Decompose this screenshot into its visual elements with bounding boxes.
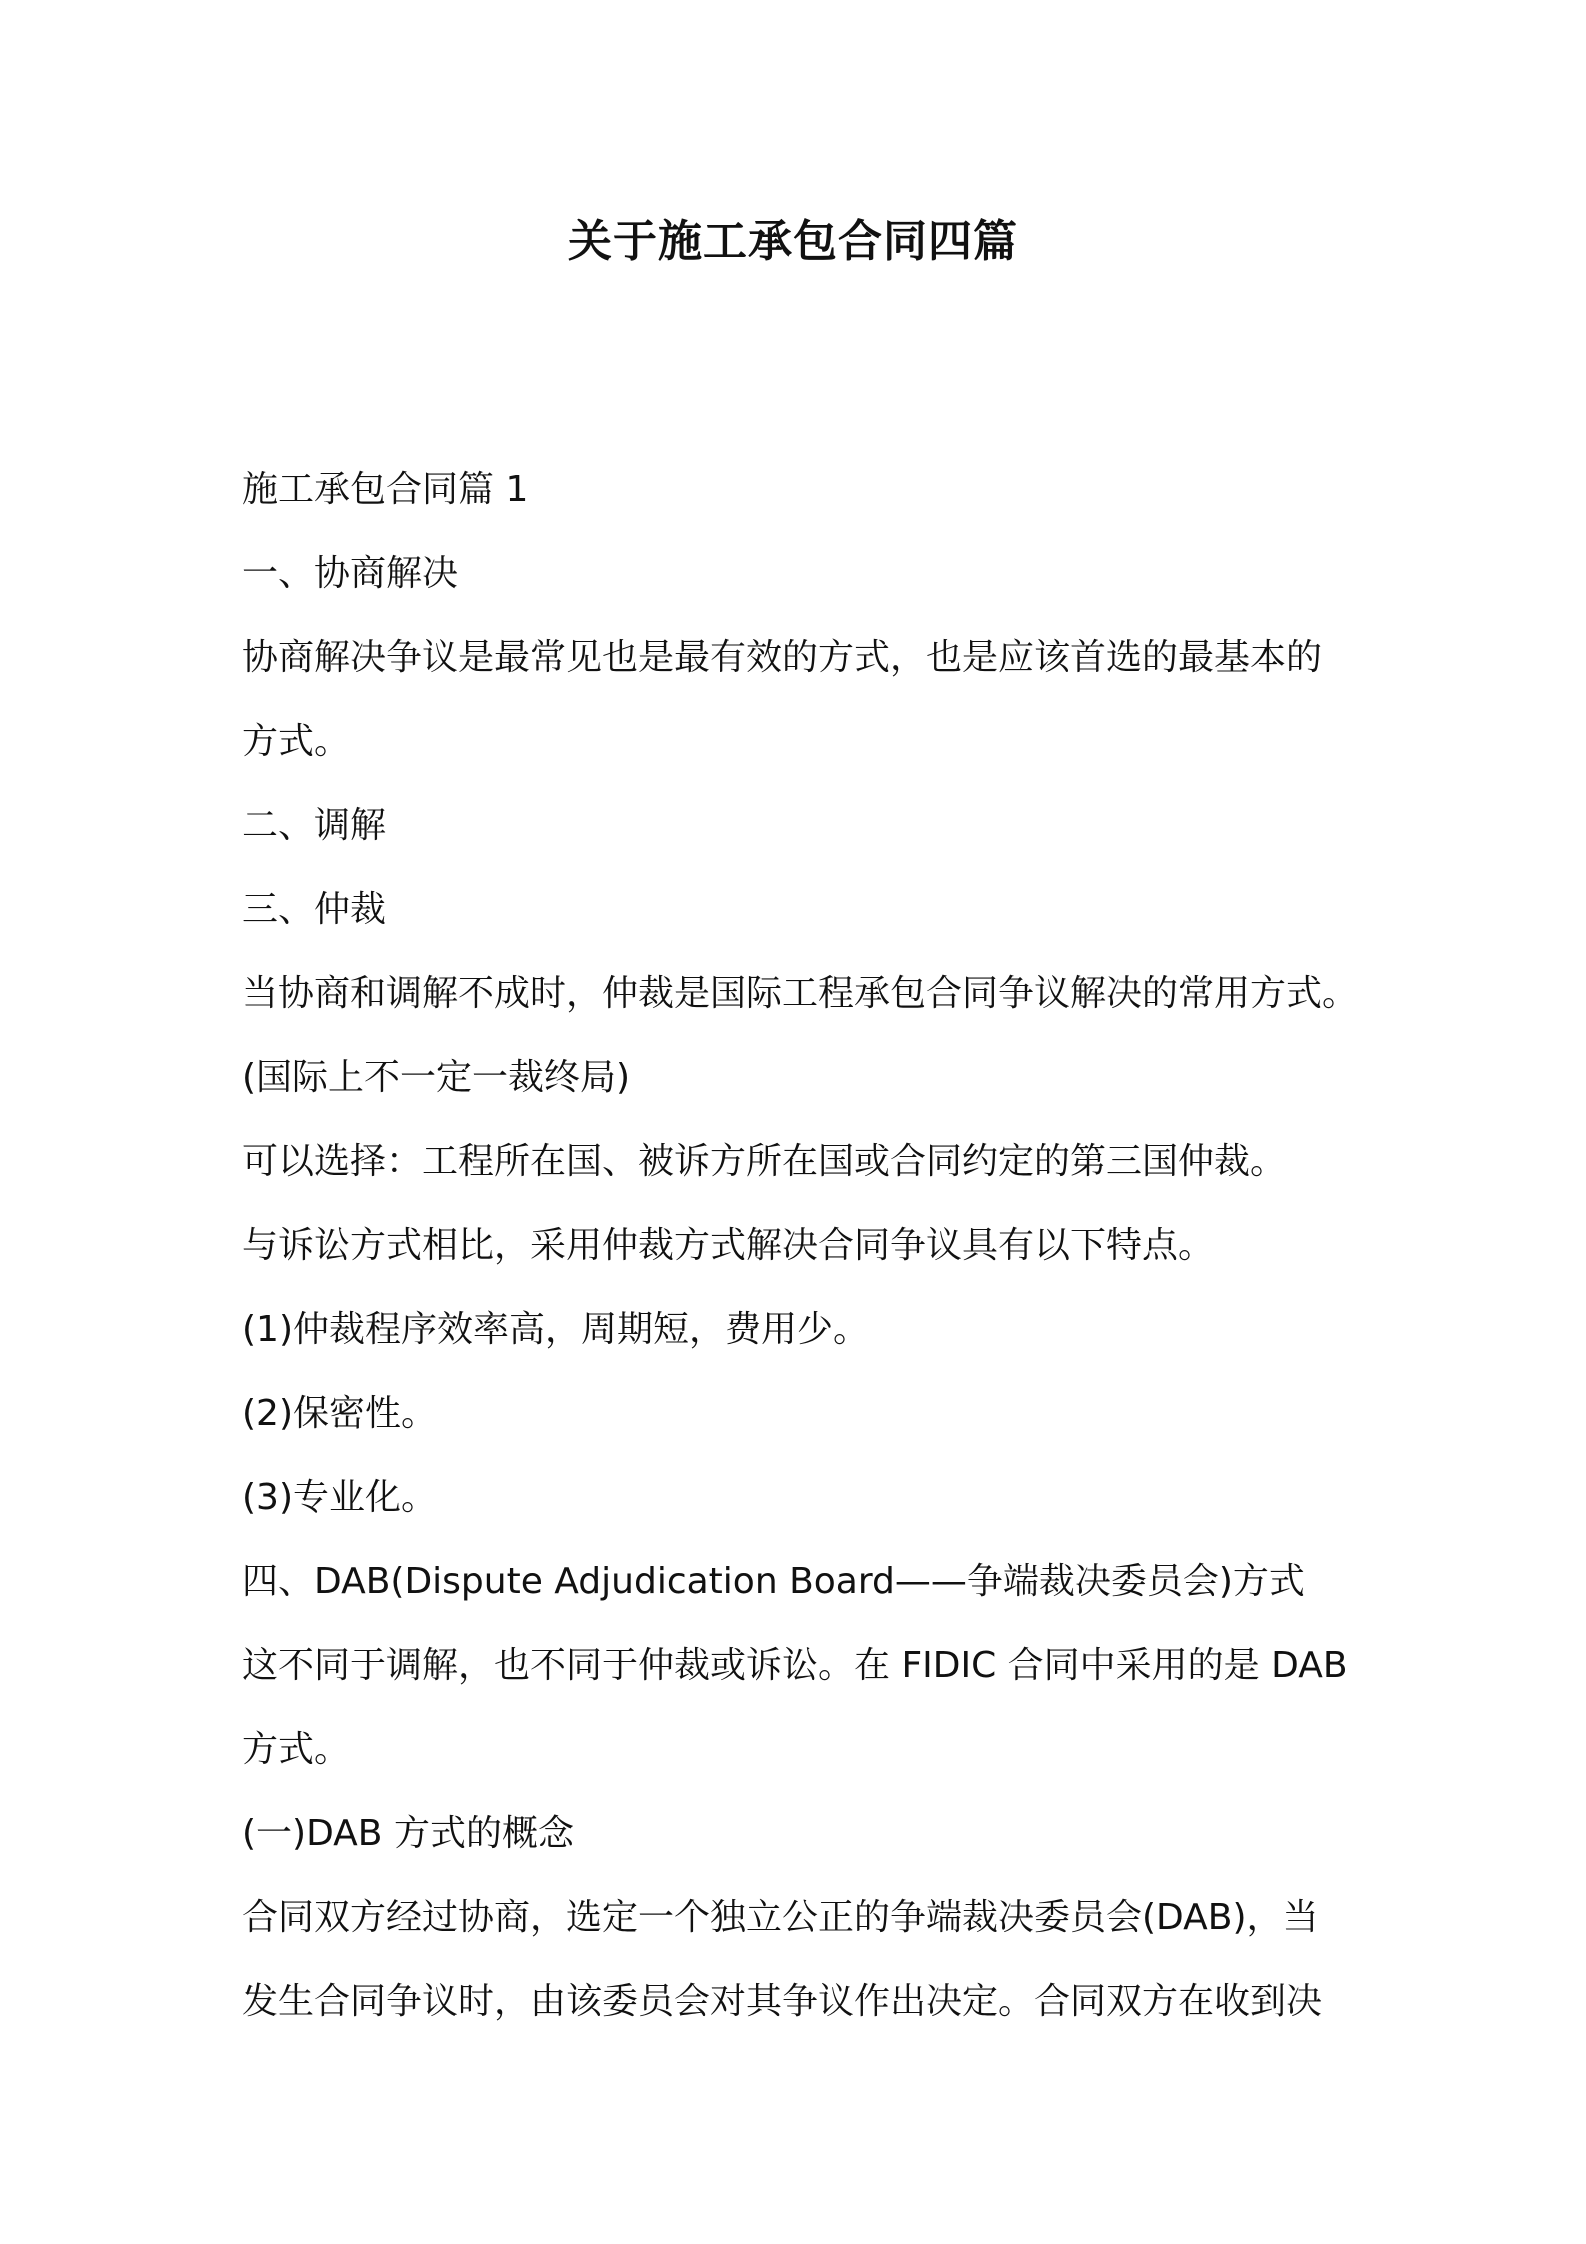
subsection-heading: (一)DAB 方式的概念 — [242, 1813, 574, 1854]
subsection-heading: 三、仲裁 — [242, 889, 387, 930]
list-item: (1)仲裁程序效率高，周期短，费用少。 — [242, 1309, 869, 1350]
subsection-heading: 二、调解 — [242, 805, 387, 846]
paragraph-line: 方式。 — [242, 721, 351, 762]
list-item: (3)专业化。 — [242, 1477, 437, 1518]
paragraph-line: 与诉讼方式相比，采用仲裁方式解决合同争议具有以下特点。 — [242, 1225, 1215, 1266]
subsection-heading: 四、DAB(Dispute Adjudication Board——争端裁决委员会)方式 — [242, 1561, 1305, 1602]
paragraph-line: 方式。 — [242, 1729, 351, 1770]
paragraph-line: 合同双方经过协商，选定一个独立公正的争端裁决委员会(DAB)，当 — [242, 1897, 1319, 1938]
paragraph-line: 发生合同争议时，由该委员会对其争议作出决定。合同双方在收到决 — [242, 1981, 1323, 2022]
paragraph-line: 当协商和调解不成时，仲裁是国际工程承包合同争议解决的常用方式。 — [242, 973, 1359, 1014]
document-body — [242, 448, 1382, 2044]
list-item: (2)保密性。 — [242, 1393, 437, 1434]
paragraph-line: 这不同于调解，也不同于仲裁或诉讼。在 FIDIC 合同中采用的是 DAB — [242, 1645, 1348, 1686]
section-heading: 施工承包合同篇 1 — [242, 469, 529, 510]
paragraph-line: 可以选择：工程所在国、被诉方所在国或合同约定的第三国仲裁。 — [242, 1141, 1287, 1182]
subsection-heading: 一、协商解决 — [242, 553, 459, 594]
paragraph-line: (国际上不一定一裁终局) — [242, 1057, 631, 1098]
paragraph-line: 协商解决争议是最常见也是最有效的方式，也是应该首选的最基本的 — [242, 637, 1323, 678]
document-title: 关于施工承包合同四篇 — [568, 216, 1018, 267]
